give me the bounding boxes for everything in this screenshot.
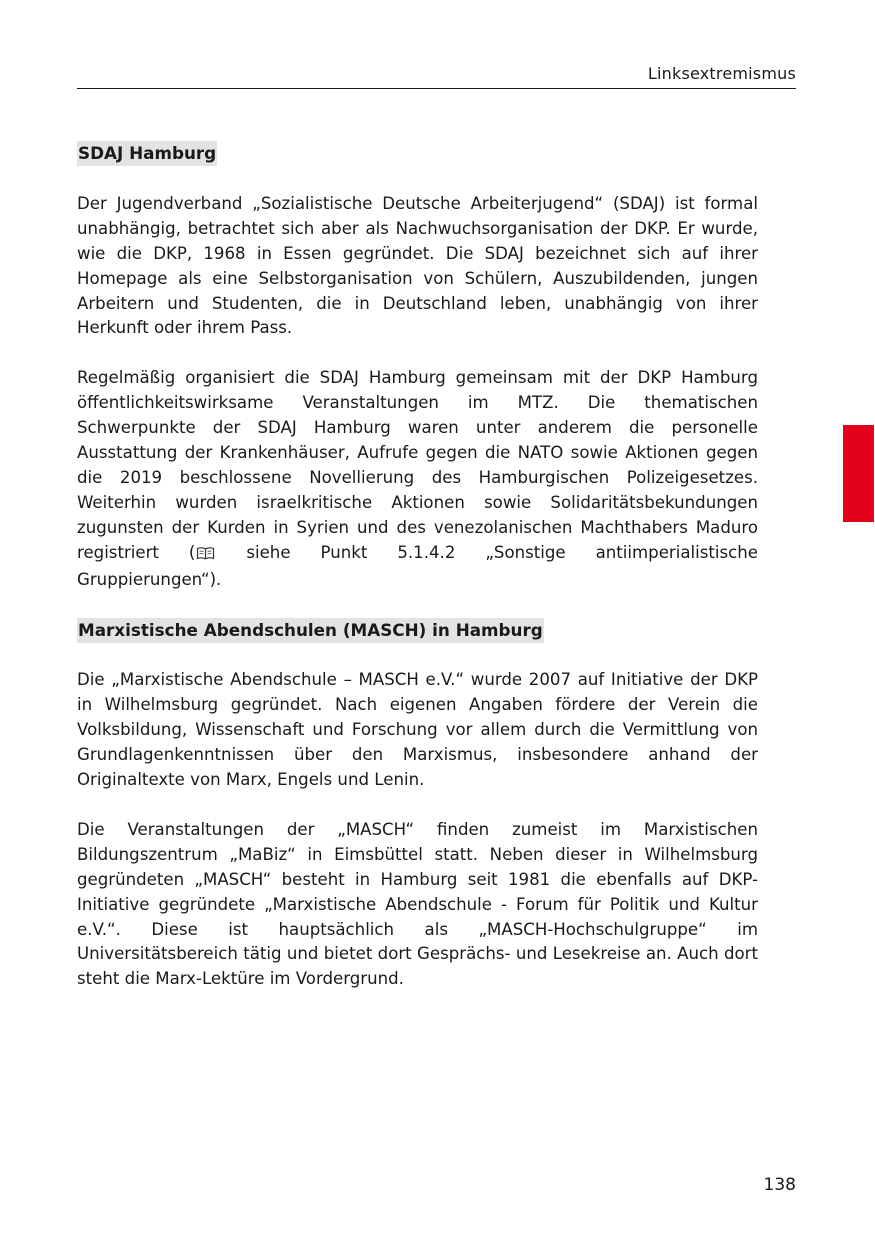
cross-reference-link: siehe Punkt 5.1.4.2 „Sonstige antiimperialistische Gruppierungen“). [77,542,758,589]
section-masch [77,618,758,993]
chapter-marker-tab [843,425,874,522]
paragraph-sdaj-intro: Der Jugendverband „Sozialistische Deutsche Arbeiterjugend“ (SDAJ) ist formal unabhängig, betrachtet sich aber als Nachwuchsorganisation der DKP. Er wurde, wie die DKP, 1968 in Essen gegründet. Die SDAJ bezeichnet sich auf ihrer Homepage als eine Selbstorganisation von Schülern, Auszubildenden, jungen Arbeitern und Studenten, die in Deutschland leben, unabhängig von ihrer Herkunft oder ihrem Pass. [77,193,758,338]
book-icon [196,543,215,568]
section-heading-masch: Marxistische Abendschulen (MASCH) in Hamburg [77,618,544,643]
header-rule [77,88,796,89]
page-content [77,141,758,992]
paragraph-sdaj-activities-text: Regelmäßig organisiert die SDAJ Hamburg gemeinsam mit der DKP Hamburg öffentlichkeitswirksame Veranstaltungen im MTZ. Die thematischen Schwerpunkte der SDAJ Hamburg waren unter anderem die personelle Ausstattung der Krankenhäuser, Aufrufe gegen die NATO sowie Aktionen gegen die 2019 beschlossene Novellierung des Hamburgischen Polizeigesetzes. Weiterhin wurden israelkritische Aktionen sowie Solidaritätsbekundungen zugunsten der Kurden in Syrien und des venezolanischen Machthabers Maduro registriert ( [77,368,758,562]
page-number: 138 [763,1175,796,1195]
paragraph-masch-intro: Die „Marxistische Abendschule – MASCH e.V.“ wurde 2007 auf Initiative der DKP in Wilhelmsburg gegründet. Nach eigenen Angaben fördere der Verein die Volksbildung, Wissenschaft und Forschung vor allem durch die Vermittlung von Grundlagenkenntnissen über den Marxismus, insbesondere anhand der Originaltexte von Marx, Engels und Lenin. [77,670,758,790]
section-heading-sdaj: SDAJ Hamburg [77,141,217,166]
paragraph-sdaj-activities [77,366,758,592]
paragraph-masch-events: Die Veranstaltungen der „MASCH“ finden zumeist im Marxistischen Bildungszentrum „MaBiz“ in Eimsbüttel statt. Neben dieser in Wilhelmsburg gegründeten „MASCH“ besteht in Hamburg seit 1981 die ebenfalls auf DKP-Initiative gegründete „Marxistische Abendschule - Forum für Politik und Kultur e.V.“. Diese ist hauptsächlich als „MASCH-Hochschulgruppe“ im Universitätsbereich tätig und bietet dort Gesprächs- und Lesekreise an. Auch dort steht die Marx-Lektüre im Vordergrund. [77,819,758,989]
section-sdaj [77,141,758,593]
running-header-title: Linksextremismus [647,64,796,83]
